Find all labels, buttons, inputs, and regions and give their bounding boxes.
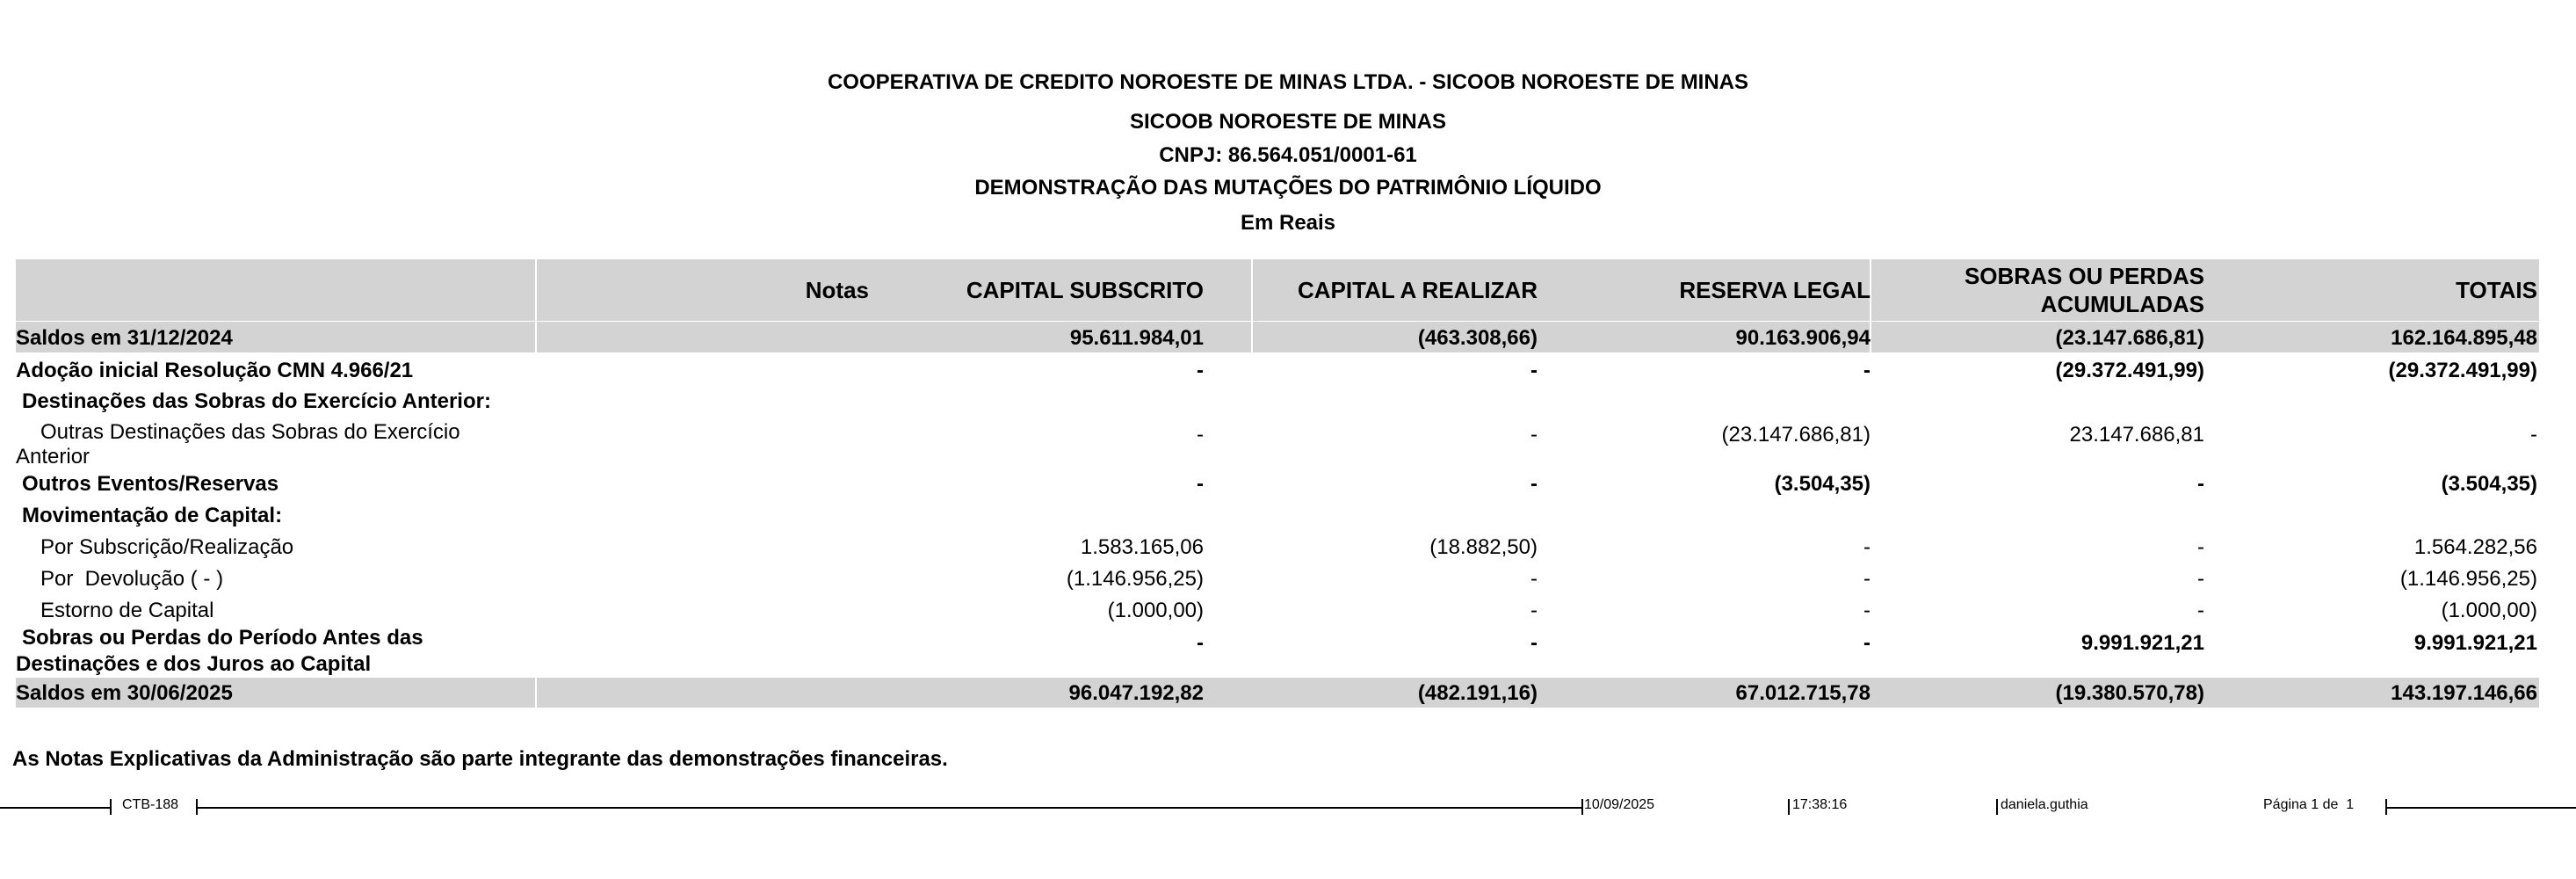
cell-sobras: (19.380.570,78) (2055, 681, 2204, 705)
cell-capital-a-realizar: - (1530, 472, 1538, 496)
cell-capital-subscrito: 1.583.165,06 (1080, 535, 1204, 559)
col-capital-subscrito: CAPITAL SUBSCRITO (966, 277, 1204, 303)
footer-page: Página 1 de 1 (2263, 797, 2355, 812)
cell-capital-a-realizar: (463.308,66) (1417, 326, 1538, 350)
row-label-line1: Sobras ou Perdas do Período Antes das (22, 626, 423, 650)
cell-sobras: - (2197, 599, 2204, 622)
row-label: Estorno de Capital (40, 599, 214, 622)
cell-capital-a-realizar: (18.882,50) (1429, 535, 1538, 559)
row-label-line2: Anterior (16, 445, 90, 469)
cell-sobras: (29.372.491,99) (2055, 359, 2204, 382)
cell-sobras: 9.991.921,21 (2080, 631, 2204, 655)
cell-capital-subscrito: - (1197, 631, 1204, 655)
row-label-line1: Outras Destinações das Sobras do Exercício (40, 420, 460, 444)
footer-time: 17:38:16 (1792, 797, 1848, 812)
statement-title: DEMONSTRAÇÃO DAS MUTAÇÕES DO PATRIMÔNIO LÍQUIDO (974, 176, 1602, 200)
footer-date: 10/09/2025 (1584, 797, 1655, 812)
cell-totais: - (2530, 423, 2537, 447)
cell-sobras: - (2197, 472, 2204, 496)
cell-capital-subscrito: 96.047.192,82 (1068, 681, 1204, 705)
cell-capital-subscrito: (1.146.956,25) (1066, 567, 1204, 591)
row-label: Saldos em 31/12/2024 (16, 326, 233, 350)
col-sobras-line2: ACUMULADAS (2040, 291, 2204, 317)
cell-capital-subscrito: - (1197, 423, 1204, 447)
cell-reserva-legal: 67.012.715,78 (1735, 681, 1870, 705)
footer-user: daniela.guthia (2001, 797, 2088, 812)
row-label: Por Devolução ( - ) (40, 567, 224, 591)
cell-capital-subscrito: - (1197, 472, 1204, 496)
cell-sobras: - (2197, 535, 2204, 559)
cell-totais: (1.146.956,25) (2399, 567, 2537, 591)
cell-totais: 162.164.895,48 (2391, 326, 2537, 350)
row-label: Adoção inicial Resolução CMN 4.966/21 (16, 359, 414, 382)
cell-sobras: 23.147.686,81 (2069, 423, 2204, 447)
col-capital-a-realizar: CAPITAL A REALIZAR (1298, 277, 1538, 303)
cell-capital-a-realizar: - (1530, 423, 1538, 447)
footer-rule (196, 807, 1582, 809)
cell-capital-subscrito: - (1197, 359, 1204, 382)
cell-reserva-legal: - (1863, 567, 1870, 591)
cell-totais: 1.564.282,56 (2413, 535, 2537, 559)
unit-title: SICOOB NOROESTE DE MINAS (1129, 110, 1447, 134)
cell-reserva-legal: - (1863, 359, 1870, 382)
footer-tick (1788, 799, 1790, 815)
footer-report-code: CTB-188 (122, 797, 179, 812)
col-notas: Notas (805, 277, 869, 303)
footer-tick (1996, 799, 1998, 815)
cell-capital-a-realizar: - (1530, 359, 1538, 382)
row-label-line2: Destinações e dos Juros ao Capital (16, 652, 372, 676)
cell-reserva-legal: - (1863, 631, 1870, 655)
cell-reserva-legal: (23.147.686,81) (1721, 423, 1870, 447)
cell-reserva-legal: (3.504,35) (1774, 472, 1870, 496)
section-heading: Destinações das Sobras do Exercício Anterior: (22, 389, 491, 413)
cell-totais: (29.372.491,99) (2388, 359, 2537, 382)
company-title: COOPERATIVA DE CREDITO NOROESTE DE MINAS LTDA. - SICOOB NOROESTE DE MINAS (827, 70, 1749, 94)
cell-sobras: (23.147.686,81) (2055, 326, 2204, 350)
cell-capital-subscrito: 95.611.984,01 (1069, 326, 1204, 350)
cell-reserva-legal: - (1863, 535, 1870, 559)
col-reserva-legal: RESERVA LEGAL (1679, 277, 1870, 303)
cell-totais: (3.504,35) (2441, 472, 2537, 496)
column-divider (535, 678, 537, 708)
column-divider (535, 259, 537, 352)
cell-sobras: - (2197, 567, 2204, 591)
currency-label: Em Reais (1240, 211, 1336, 235)
explanatory-note: As Notas Explicativas da Administração são parte integrante das demonstrações financeiras. (12, 747, 948, 771)
col-totais: TOTAIS (2456, 277, 2537, 303)
footer-rule (2385, 807, 2576, 809)
cell-totais: 9.991.921,21 (2413, 631, 2537, 655)
cell-capital-a-realizar: - (1530, 631, 1538, 655)
cell-capital-a-realizar: - (1530, 599, 1538, 622)
column-divider (1251, 259, 1253, 352)
row-label: Por Subscrição/Realização (40, 535, 294, 559)
row-label: Outros Eventos/Reservas (22, 472, 279, 496)
footer-tick (1581, 799, 1583, 815)
cnpj-line: CNPJ: 86.564.051/0001-61 (1159, 143, 1417, 167)
footer-tick (110, 799, 112, 815)
section-heading: Movimentação de Capital: (22, 504, 283, 527)
col-sobras-line1: SOBRAS OU PERDAS (1964, 263, 2204, 289)
cell-totais: (1.000,00) (2441, 599, 2537, 622)
cell-reserva-legal: 90.163.906,94 (1735, 326, 1870, 350)
cell-capital-a-realizar: (482.191,16) (1417, 681, 1538, 705)
cell-capital-a-realizar: - (1530, 567, 1538, 591)
row-label: Saldos em 30/06/2025 (16, 681, 233, 705)
footer-rule (0, 807, 111, 809)
cell-capital-subscrito: (1.000,00) (1107, 599, 1204, 622)
cell-reserva-legal: - (1863, 599, 1870, 622)
cell-totais: 143.197.146,66 (2391, 681, 2537, 705)
